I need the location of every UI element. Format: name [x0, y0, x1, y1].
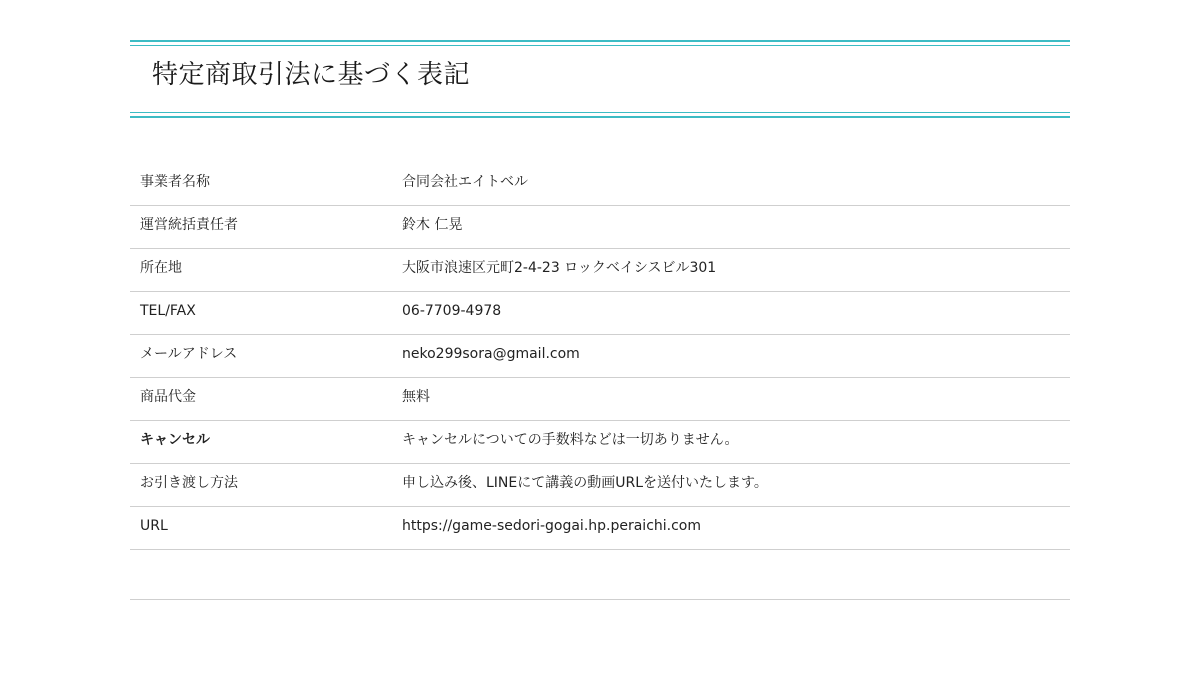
- row-value: 合同会社エイトベル: [402, 174, 528, 190]
- row-label: キャンセル: [140, 432, 210, 448]
- row-value: neko299sora@gmail.com: [402, 346, 580, 362]
- row-value: 鈴木 仁晃: [402, 217, 463, 233]
- table-row-business-name: [130, 163, 1070, 206]
- row-value: https://game-sedori-gogai.hp.peraichi.com: [402, 518, 702, 534]
- row-label: 事業者名称: [140, 174, 210, 190]
- row-label: 商品代金: [140, 389, 196, 405]
- legal-info-table: [130, 163, 1070, 550]
- table-row-url: [130, 507, 1070, 550]
- row-label: お引き渡し方法: [140, 475, 238, 491]
- page-title: 特定商取引法に基づく表記: [152, 60, 471, 90]
- table-row-email: [130, 335, 1070, 378]
- row-value: 無料: [402, 389, 430, 405]
- table-row-address: [130, 249, 1070, 292]
- row-value: キャンセルについての手数料などは一切ありません。: [402, 432, 739, 448]
- row-label: 運営統括責任者: [140, 217, 238, 233]
- table-row-cancel: [130, 421, 1070, 464]
- row-label: 所在地: [140, 260, 182, 276]
- row-label: メールアドレス: [140, 346, 238, 362]
- title-block: [130, 40, 1070, 118]
- row-value: 申し込み後、LINEにて講義の動画URLを送付いたします。: [402, 475, 768, 491]
- row-label: TEL/FAX: [140, 303, 196, 319]
- table-row-delivery: [130, 464, 1070, 507]
- row-label: URL: [140, 518, 168, 534]
- row-value: 大阪市浪速区元町2-4-23 ロックベイシスビル301: [402, 260, 717, 276]
- table-row-manager: [130, 206, 1070, 249]
- title-top-rule: [130, 40, 1070, 46]
- footer-divider: [130, 599, 1070, 600]
- row-value: 06-7709-4978: [402, 303, 502, 319]
- title-bottom-rule: [130, 112, 1070, 118]
- table-row-price: [130, 378, 1070, 421]
- table-row-tel-fax: [130, 292, 1070, 335]
